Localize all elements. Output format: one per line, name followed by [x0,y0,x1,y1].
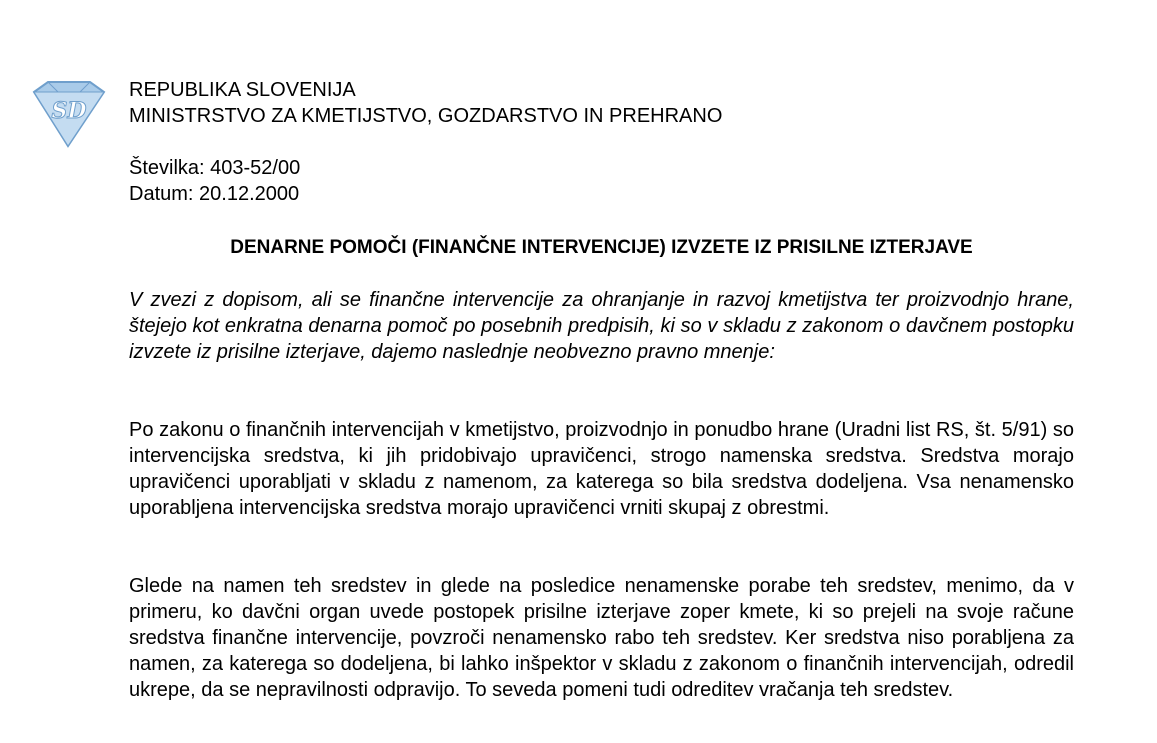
body-paragraph-1: Po zakonu o finančnih intervencijah v kmetijstvo, proizvodnjo in ponudbo hrane (Uradni list RS, št. 5/91) so intervencijska sredstva, ki jih pridobivajo upravičenci, strogo namenska sredstva. Sredstva morajo upravičenci uporabljati v skladu z namenom, za katerega so bila sredstva dodeljena. Vsa nenamensko uporabljena intervencijska sredstva morajo upravičenci vrniti skupaj z obrestmi. [129,419,1074,519]
document-title: DENARNE POMOČI (FINANČNE INTERVENCIJE) IZVZETE IZ PRISILNE IZTERJAVE [230,237,973,258]
republic-name: REPUBLIKA SLOVENIJA [129,79,356,101]
ministry-name: MINISTRSTVO ZA KMETIJSTVO, GOZDARSTVO IN PREHRANO [129,105,723,127]
document-date: Datum: 20.12.2000 [129,183,300,205]
intro-paragraph: V zvezi z dopisom, ali se finančne intervencije za ohranjanje in razvoj kmetijstva ter proizvodnjo hrane, štejejo kot enkratna denarna pomoč po posebnih predpisih, ki so v skladu z zakonom o davčnem postopku izvzete iz prisilne izterjave, dajemo naslednje neobvezno pravno mnenje: [129,289,1074,363]
document-number: Številka: 403-52/00 [129,157,301,179]
body-paragraph-2: Glede na namen teh sredstev in glede na posledice nenamenske porabe teh sredstev, menimo, da v primeru, ko davčni organ uvede postopek prisilne izterjave zoper kmete, ki so prejeli na svoje račune sredstva finančne intervencije, povzroči nenamensko rabo teh sredstev. Ker sredstva niso porabljena za namen, za katerega so dodeljena, bi lahko inšpektor v skladu z zakonom o finančnih intervencijah, odredil ukrepe, da se nepravilnosti odpravijo. To seveda pomeni tudi odreditev vračanja teh sredstev. [129,575,1074,701]
sd-logo-icon [28,78,110,150]
logo-text: SD [51,98,87,124]
